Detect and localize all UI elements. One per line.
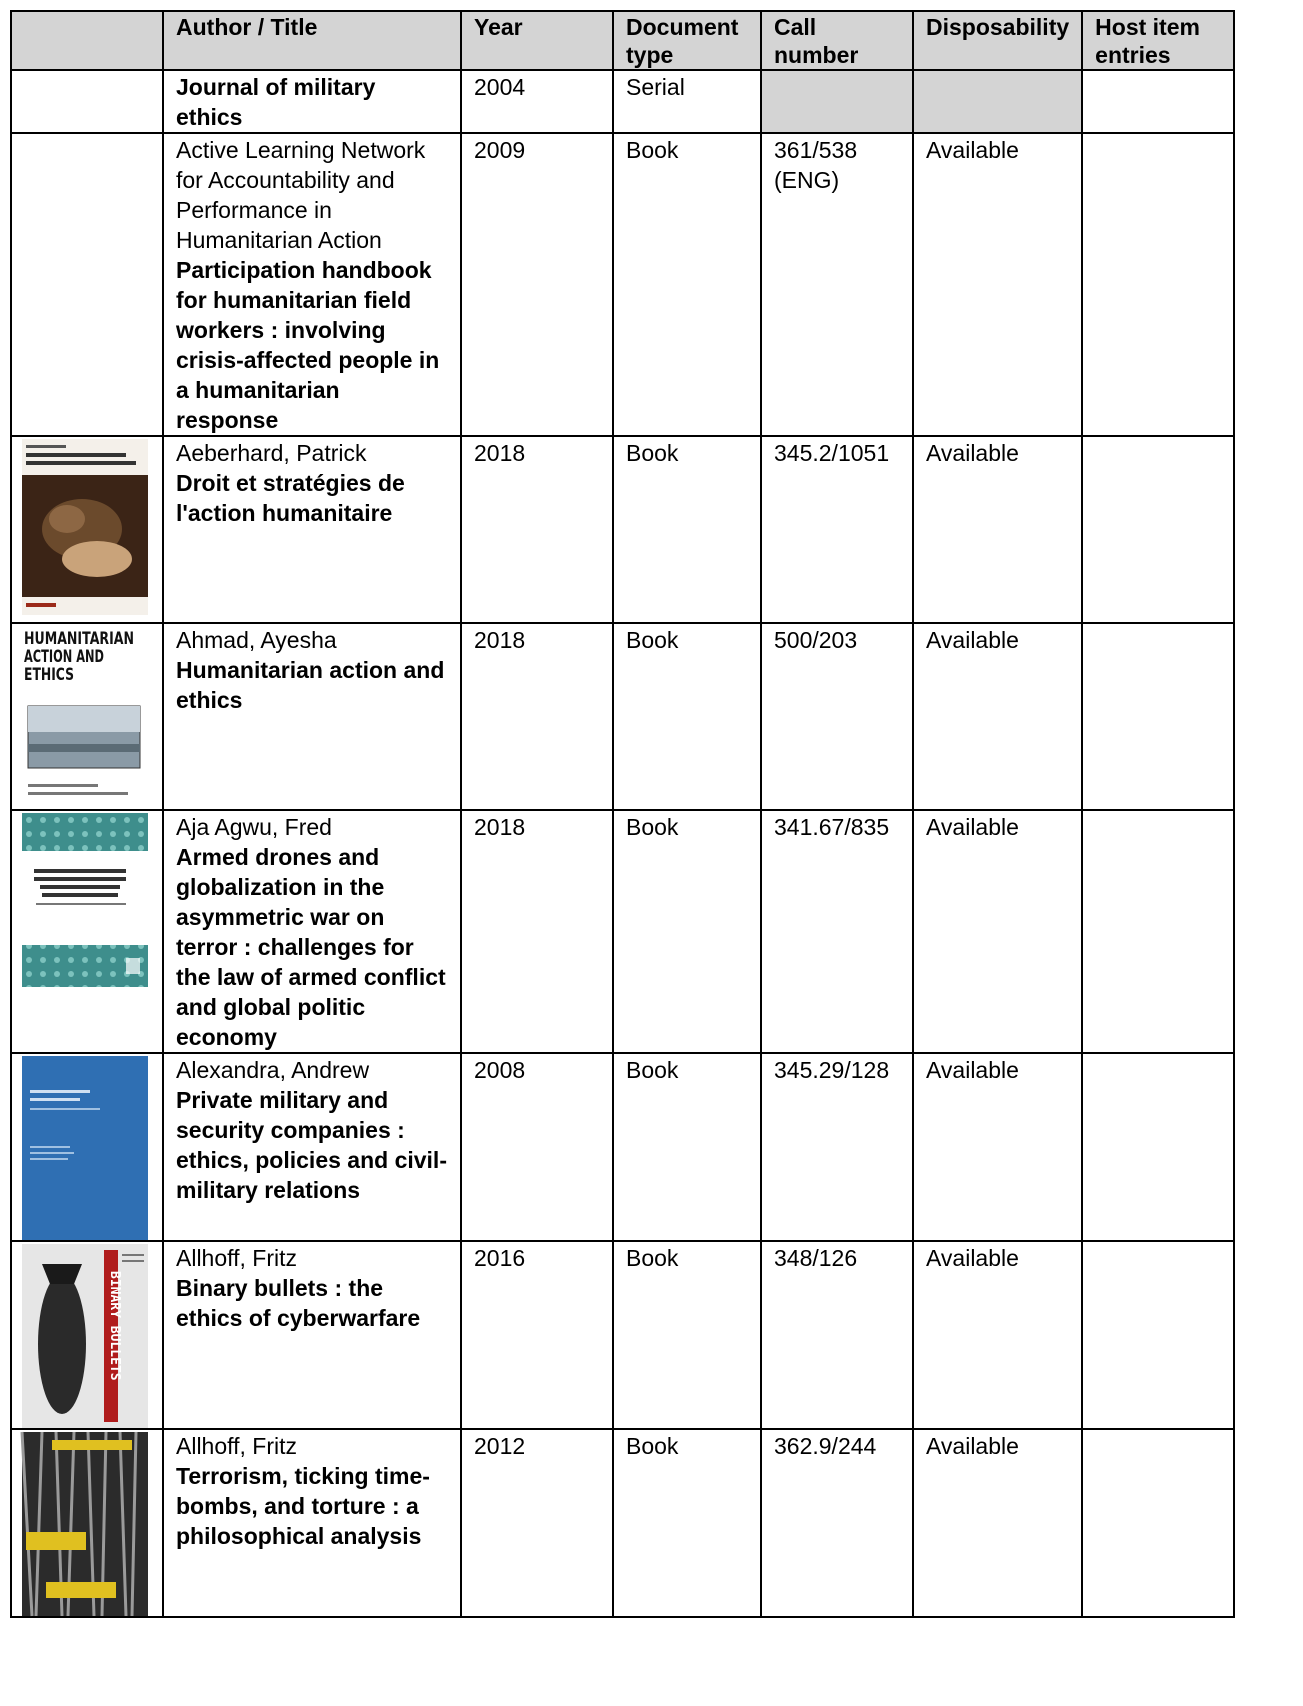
disposability-cell: Available — [913, 436, 1082, 623]
book-cover-image[interactable] — [22, 1432, 152, 1616]
call-number-cell: 341.67/835 — [761, 810, 913, 1053]
svg-text:ACTION AND: ACTION AND — [24, 647, 104, 667]
header-cover — [11, 11, 163, 70]
disposability-cell: Available — [913, 623, 1082, 810]
doctype-cell: Book — [613, 1053, 761, 1241]
results-table — [10, 10, 1235, 1618]
doctype-cell: Book — [613, 623, 761, 810]
table-row — [11, 623, 1234, 810]
year-cell: 2009 — [461, 133, 613, 436]
table-row — [11, 1429, 1234, 1617]
call-number-cell: 500/203 — [761, 623, 913, 810]
record-title[interactable]: Private military and security companies : ethics, policies and civil-military relations — [176, 1087, 447, 1203]
header-author-title[interactable]: Author / Title — [163, 11, 461, 70]
host-item-cell — [1082, 623, 1234, 810]
record-author[interactable]: Aja Agwu, Fred — [176, 814, 332, 840]
disposability-cell: Available — [913, 810, 1082, 1053]
call-number-cell — [761, 70, 913, 133]
record-title[interactable]: Journal of military ethics — [176, 74, 376, 130]
author-title-cell — [163, 436, 461, 623]
table-row — [11, 436, 1234, 623]
table-row — [11, 133, 1234, 436]
cover-cell — [11, 1053, 163, 1241]
table-row — [11, 70, 1234, 133]
cover-cell — [11, 1241, 163, 1429]
record-author[interactable]: Allhoff, Fritz — [176, 1245, 297, 1271]
host-item-cell — [1082, 1429, 1234, 1617]
author-title-cell — [163, 133, 461, 436]
host-item-cell — [1082, 810, 1234, 1053]
cover-cell — [11, 436, 163, 623]
author-title-cell — [163, 810, 461, 1053]
call-number-cell: 361/538 (ENG) — [761, 133, 913, 436]
host-item-cell — [1082, 436, 1234, 623]
record-title[interactable]: Droit et stratégies de l'action humanitaire — [176, 470, 405, 526]
cover-cell — [11, 70, 163, 133]
author-title-cell — [163, 1241, 461, 1429]
doctype-cell: Serial — [613, 70, 761, 133]
header-year[interactable]: Year — [461, 11, 613, 70]
record-author[interactable]: Aeberhard, Patrick — [176, 440, 367, 466]
table-row — [11, 1053, 1234, 1241]
year-cell: 2004 — [461, 70, 613, 133]
table-row — [11, 1241, 1234, 1429]
disposability-cell: Available — [913, 1429, 1082, 1617]
record-title[interactable]: Humanitarian action and ethics — [176, 657, 445, 713]
year-cell: 2012 — [461, 1429, 613, 1617]
call-number-cell: 345.29/128 — [761, 1053, 913, 1241]
author-title-cell — [163, 1053, 461, 1241]
host-item-cell — [1082, 1053, 1234, 1241]
author-title-cell — [163, 623, 461, 810]
year-cell: 2018 — [461, 436, 613, 623]
doctype-cell: Book — [613, 810, 761, 1053]
doctype-cell: Book — [613, 436, 761, 623]
header-row — [11, 11, 1234, 70]
year-cell: 2008 — [461, 1053, 613, 1241]
cover-cell — [11, 1429, 163, 1617]
year-cell: 2016 — [461, 1241, 613, 1429]
year-cell: 2018 — [461, 623, 613, 810]
record-author[interactable]: Allhoff, Fritz — [176, 1433, 297, 1459]
record-author[interactable]: Ahmad, Ayesha — [176, 627, 337, 653]
call-number-cell: 348/126 — [761, 1241, 913, 1429]
author-title-cell — [163, 1429, 461, 1617]
disposability-cell — [913, 70, 1082, 133]
call-number-cell: 362.9/244 — [761, 1429, 913, 1617]
doctype-cell: Book — [613, 1429, 761, 1617]
book-cover-image[interactable] — [22, 626, 152, 804]
svg-text:BINARY BULLETS: BINARY BULLETS — [107, 1271, 122, 1381]
svg-text:ETHICS: ETHICS — [24, 665, 74, 685]
header-host-item-entries[interactable]: Host item entries — [1082, 11, 1234, 70]
host-item-cell — [1082, 133, 1234, 436]
record-title[interactable]: Participation handbook for humanitarian field workers : involving crisis-affected people in a humanitarian response — [176, 257, 440, 433]
record-title[interactable]: Terrorism, ticking time-bombs, and torture : a philosophical analysis — [176, 1463, 430, 1549]
disposability-cell: Available — [913, 1241, 1082, 1429]
record-author[interactable]: Active Learning Network for Accountability and Performance in Humanitarian Action — [176, 137, 426, 253]
catalog-results — [10, 10, 1235, 1618]
author-title-cell — [163, 70, 461, 133]
cover-cell — [11, 810, 163, 1053]
disposability-cell: Available — [913, 133, 1082, 436]
disposability-cell: Available — [913, 1053, 1082, 1241]
cover-cell — [11, 623, 163, 810]
call-number-cell: 345.2/1051 — [761, 436, 913, 623]
book-cover-image[interactable] — [22, 1056, 152, 1240]
book-cover-image[interactable] — [22, 813, 152, 987]
host-item-cell — [1082, 1241, 1234, 1429]
header-call-number[interactable]: Call number — [761, 11, 913, 70]
record-title[interactable]: Binary bullets : the ethics of cyberwarfare — [176, 1275, 421, 1331]
table-row — [11, 810, 1234, 1053]
year-cell: 2018 — [461, 810, 613, 1053]
book-cover-image[interactable] — [22, 439, 152, 615]
header-disposability[interactable]: Disposability — [913, 11, 1082, 70]
svg-text:HUMANITARIAN: HUMANITARIAN — [24, 629, 134, 649]
host-item-cell — [1082, 70, 1234, 133]
doctype-cell: Book — [613, 1241, 761, 1429]
record-title[interactable]: Armed drones and globalization in the asymmetric war on terror : challenges for the law of armed conflict and global politic economy — [176, 844, 446, 1050]
doctype-cell: Book — [613, 133, 761, 436]
record-author[interactable]: Alexandra, Andrew — [176, 1057, 370, 1083]
cover-cell — [11, 133, 163, 436]
header-document-type[interactable]: Document type — [613, 11, 761, 70]
book-cover-image[interactable] — [22, 1244, 152, 1428]
